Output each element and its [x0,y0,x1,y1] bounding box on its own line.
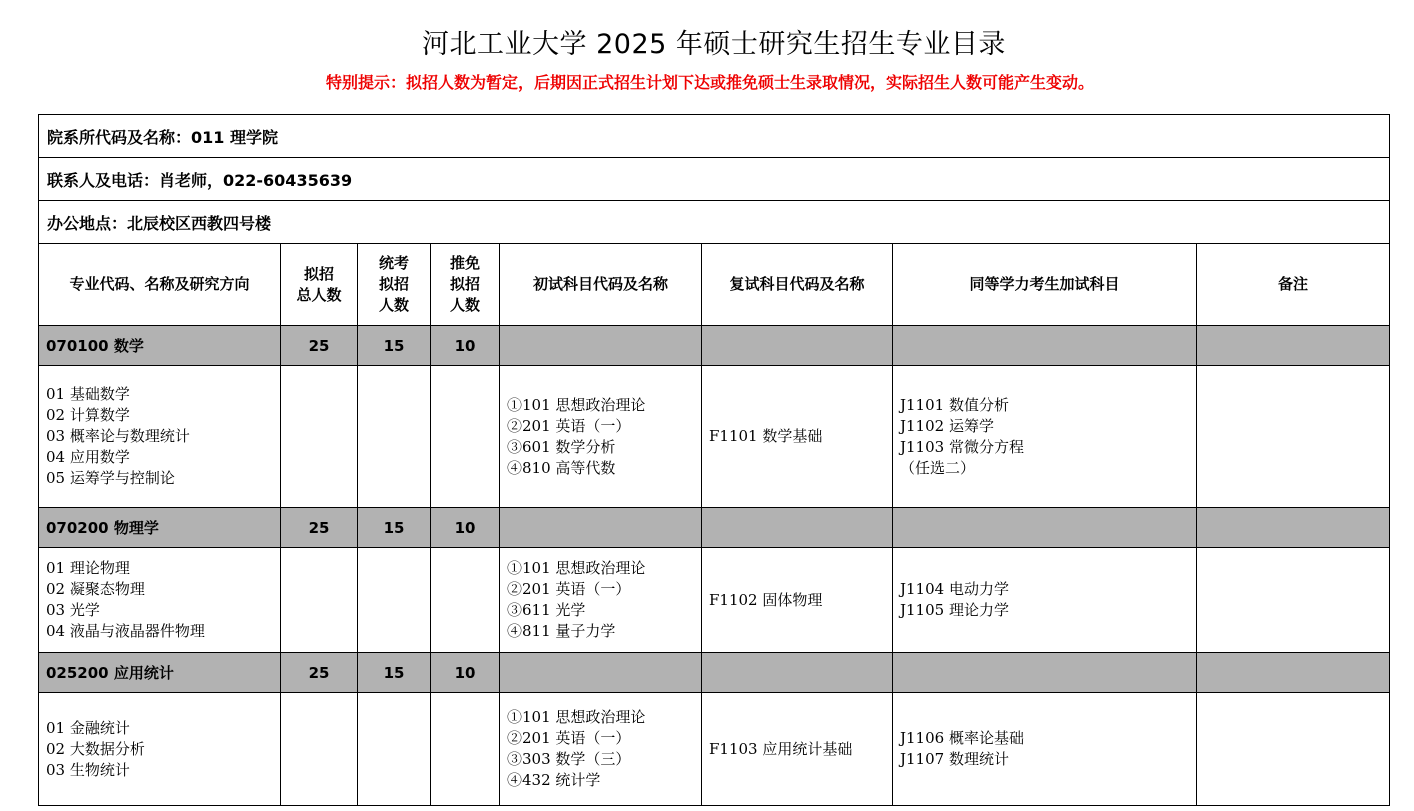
special-notice: 特别提示：拟招人数为暂定，后期因正式招生计划下达或推免硕士生录取情况，实际招生人数可能产生变动。 [325,73,1094,92]
extra-subjects [893,548,1197,653]
major-name: 070100 数学 [39,326,281,366]
note-cell [1197,548,1390,653]
col-header-note: 备注 [1197,244,1390,326]
prelim-item: ④810 高等代数 [507,458,616,477]
direction-item: 03 生物统计 [46,760,130,779]
extra-subjects [893,366,1197,508]
prelim-item: ③601 数学分析 [507,437,616,456]
extra-item: J1106 概率论基础 [900,729,1024,747]
prelim-subjects [500,693,702,806]
prelim-item: ①101 思想政治理论 [507,559,646,577]
extra-item: J1101 数值分析 [900,395,1009,414]
dept-contact: 联系人及电话：肖老师，022-60435639 [39,158,1390,201]
direction-item: 01 理论物理 [46,559,130,577]
direction-item: 03 概率论与数理统计 [46,427,190,445]
extra-item: J1104 电动力学 [900,580,1009,598]
col-header-total [281,244,358,326]
extra-item: （任选二） [900,458,976,477]
catalog-table [38,114,1390,806]
col-header-retest: 复试科目代码及名称 [702,244,893,326]
major-total: 25 [281,653,358,693]
direction-item: 02 大数据分析 [46,739,145,758]
major-name: 070200 物理学 [39,508,281,548]
col-header-total-line: 总人数 [296,285,342,304]
prelim-item: ④432 统计学 [507,771,601,789]
retest-subject: F1102 固体物理 [702,548,893,653]
major-total: 25 [281,326,358,366]
prelim-item: ①101 思想政治理论 [507,395,646,414]
extra-item: J1102 运筹学 [900,416,994,435]
extra-item: J1107 数理统计 [900,750,1009,768]
prelim-subjects [500,548,702,653]
major-exempt: 10 [431,508,500,548]
major-name: 025200 应用统计 [39,653,281,693]
prelim-item: ①101 思想政治理论 [507,708,646,726]
major-row [39,508,1390,548]
retest-subject: F1101 数学基础 [702,366,893,508]
major-exam: 15 [358,508,431,548]
col-header-exempt-line: 推免 [449,254,480,272]
col-header-major: 专业代码、名称及研究方向 [39,244,281,326]
col-header-exam-line: 人数 [378,296,409,314]
col-header-exempt-line: 人数 [449,296,480,314]
col-header-total-line: 拟招 [303,264,334,283]
col-header-prelim: 初试科目代码及名称 [500,244,702,326]
major-detail-row [39,693,1390,806]
dept-code-name: 院系所代码及名称：011 理学院 [39,115,1390,158]
note-cell [1197,366,1390,508]
major-row [39,653,1390,693]
direction-item: 01 基础数学 [46,385,130,403]
prelim-item: ②201 英语（一） [507,580,631,598]
major-detail-row [39,366,1390,508]
table-header-row [39,244,1390,326]
prelim-item: ④811 量子力学 [507,622,616,640]
research-directions [39,366,281,508]
prelim-item: ②201 英语（一） [507,729,631,747]
extra-item: J1105 理论力学 [900,601,1009,619]
retest-subject: F1103 应用统计基础 [702,693,893,806]
extra-item: J1103 常微分方程 [900,437,1024,456]
major-row [39,326,1390,366]
direction-item: 01 金融统计 [46,718,130,737]
direction-item: 05 运筹学与控制论 [46,469,175,487]
direction-item: 04 应用数学 [46,448,130,466]
research-directions [39,693,281,806]
major-total: 25 [281,508,358,548]
major-detail-row [39,548,1390,653]
direction-item: 02 计算数学 [46,406,130,424]
direction-item: 04 液晶与液晶器件物理 [46,622,205,640]
major-exempt: 10 [431,653,500,693]
prelim-subjects [500,366,702,508]
col-header-exam-line: 统考 [378,254,409,272]
col-header-exempt [431,244,500,326]
col-header-exam-line: 拟招 [378,275,409,293]
prelim-item: ②201 英语（一） [507,416,631,435]
major-exam: 15 [358,653,431,693]
col-header-exempt-line: 拟招 [449,275,480,293]
dept-address: 办公地点：北辰校区西教四号楼 [39,201,1390,244]
direction-item: 03 光学 [46,601,100,619]
col-header-exam [358,244,431,326]
prelim-item: ③611 光学 [507,601,586,619]
direction-item: 02 凝聚态物理 [46,580,145,598]
page-title: 河北工业大学 2025 年硕士研究生招生专业目录 [422,29,1006,60]
major-exempt: 10 [431,326,500,366]
col-header-extra: 同等学力考生加试科目 [893,244,1197,326]
major-exam: 15 [358,326,431,366]
extra-subjects [893,693,1197,806]
note-cell [1197,693,1390,806]
prelim-item: ③303 数学（三） [507,750,631,768]
research-directions [39,548,281,653]
